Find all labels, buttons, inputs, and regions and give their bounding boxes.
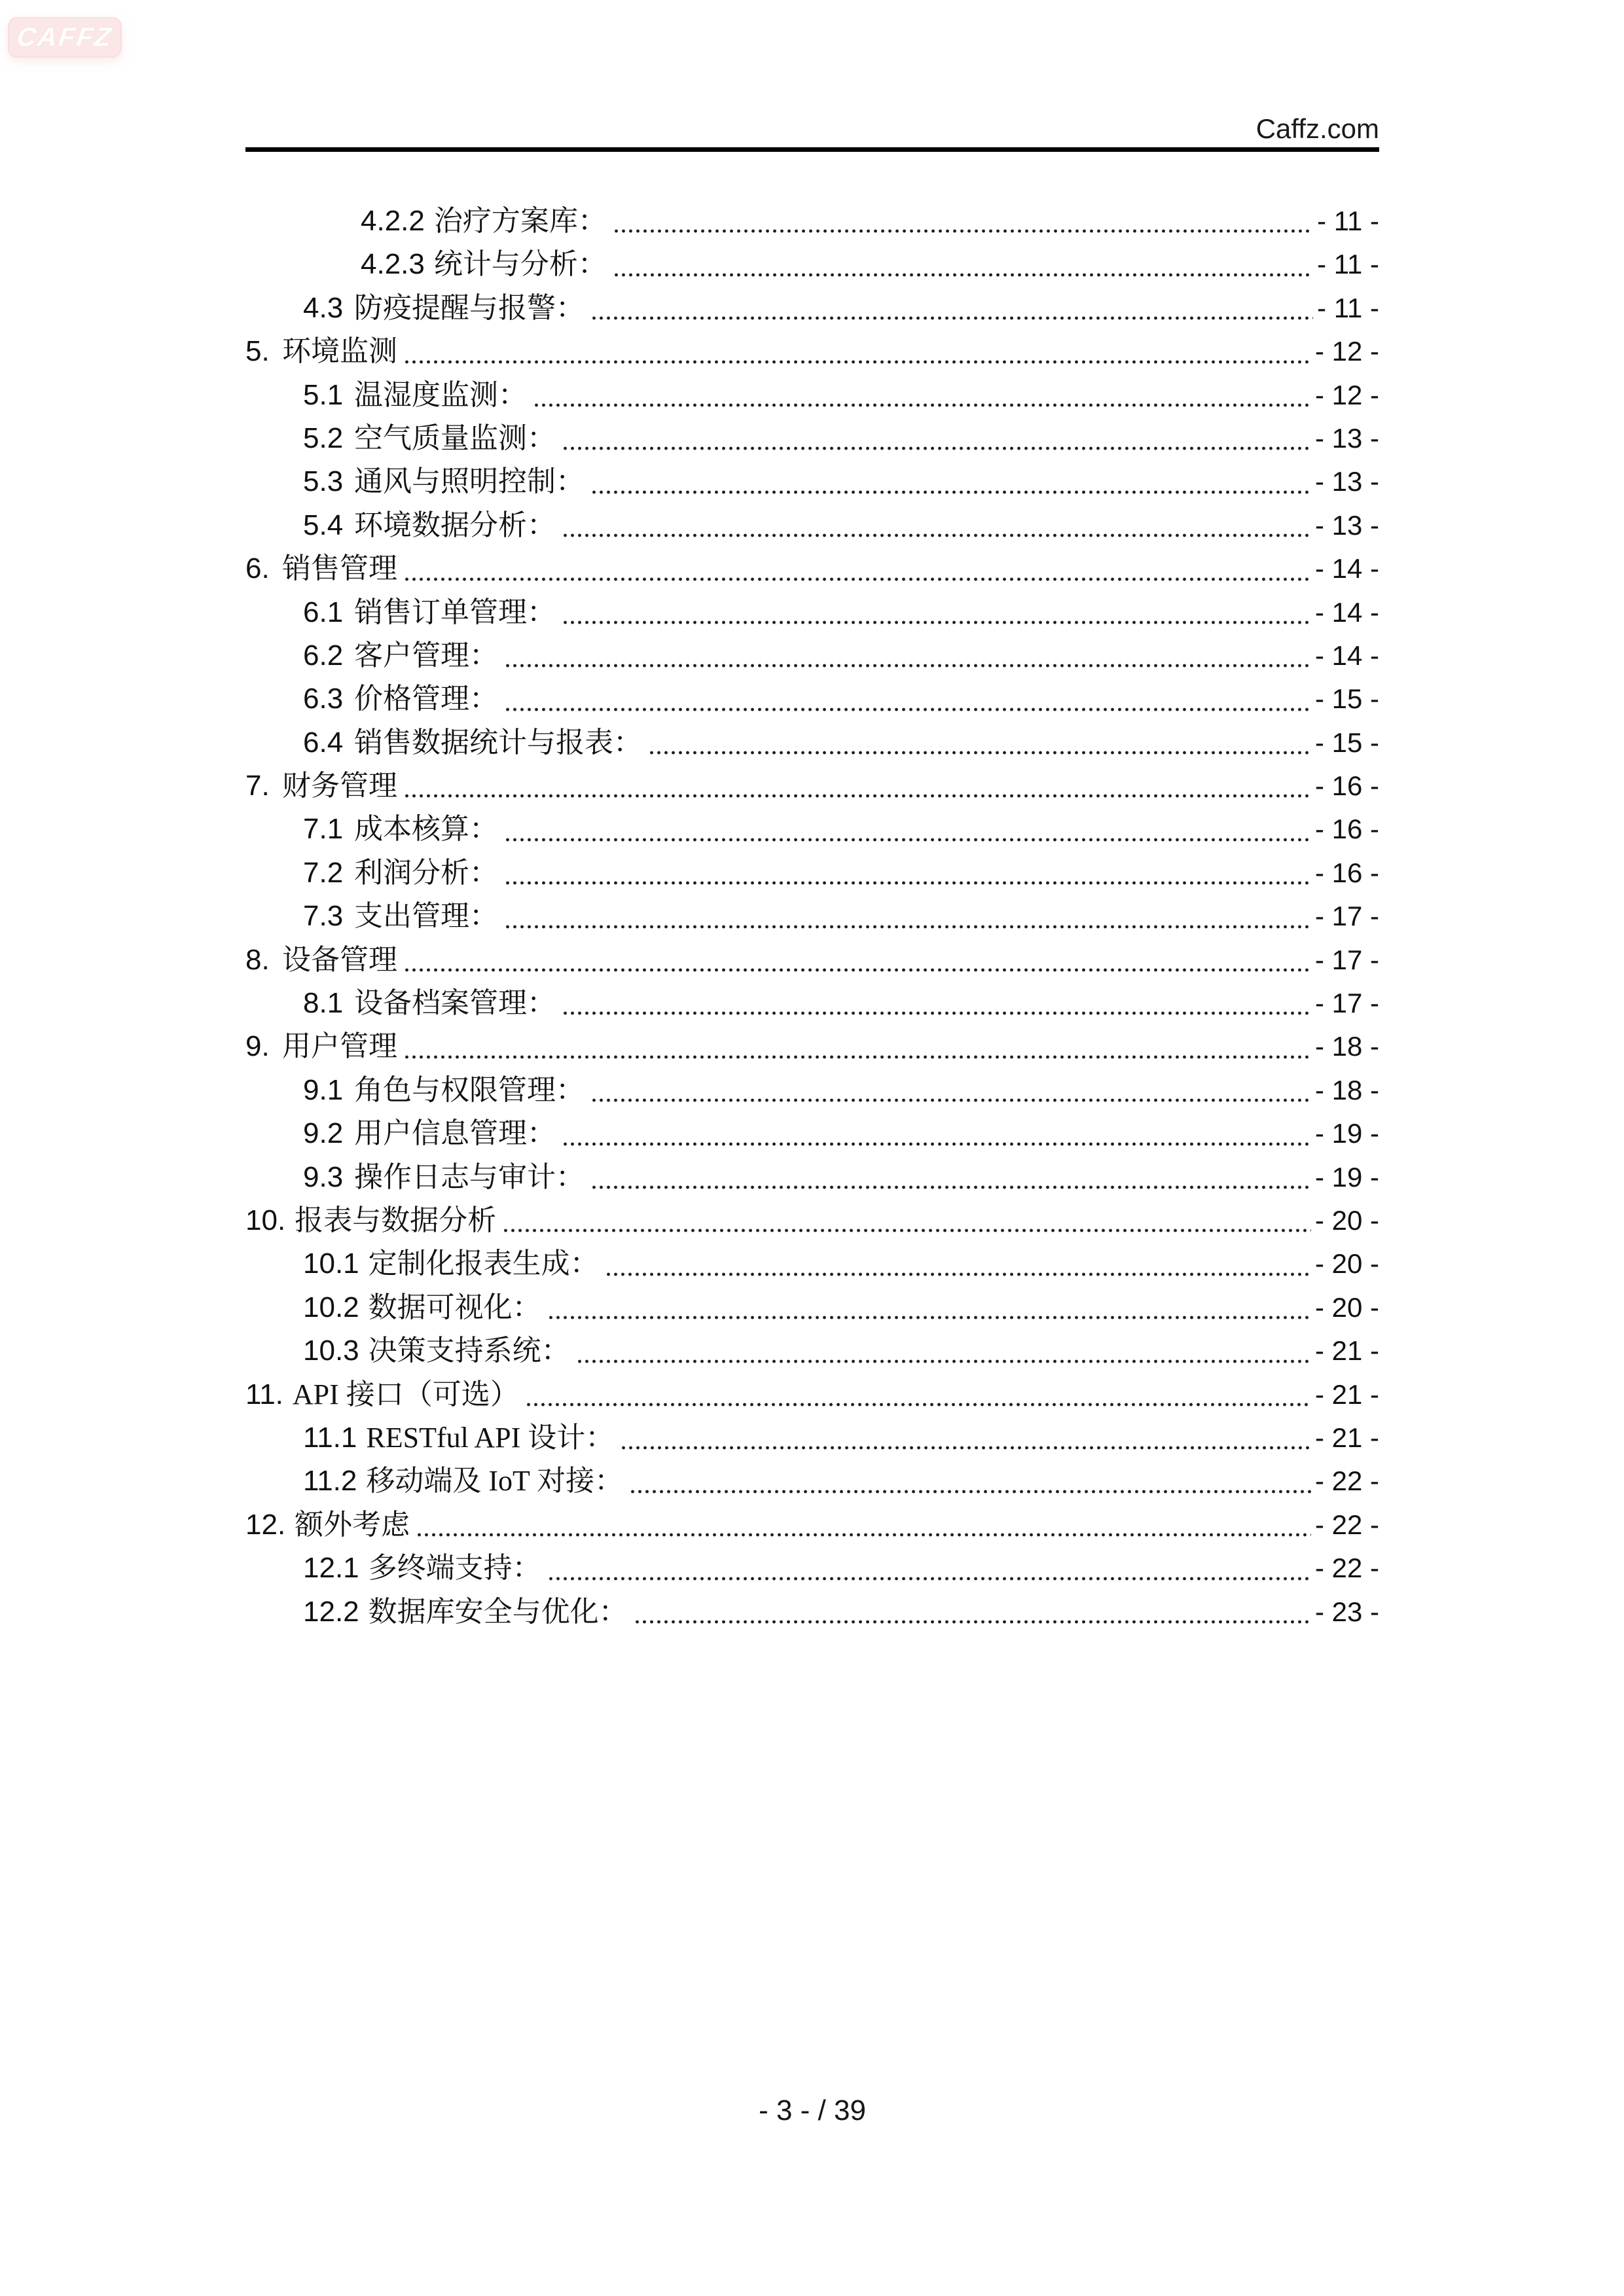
toc-leader-dots-icon (549, 1576, 1311, 1581)
toc-entry-title: 防疫提醒与报警： (354, 291, 585, 324)
toc-entry-number: 8.1 (303, 987, 344, 1020)
toc-entry-title: 客户管理： (354, 639, 498, 672)
toc-leader-dots-icon (564, 620, 1311, 625)
toc-entry-page: - 12 - (1314, 336, 1379, 367)
toc-entry[interactable] (245, 895, 1379, 938)
toc-entry-number: 7. (245, 770, 270, 802)
toc-leader-dots-icon (504, 1228, 1311, 1233)
toc-leader-dots-icon (506, 880, 1311, 886)
toc-entry[interactable] (245, 1286, 1379, 1329)
toc-entry-page: - 21 - (1314, 1378, 1379, 1410)
toc-entry-number: 12.1 (303, 1552, 359, 1585)
caffz-logo-badge (8, 17, 122, 58)
toc-entry-number: 7.2 (303, 856, 344, 889)
toc-leader-dots-icon (615, 228, 1313, 234)
toc-leader-dots-icon (527, 1402, 1311, 1407)
toc-entry[interactable] (245, 852, 1379, 895)
toc-entry-page: - 12 - (1314, 379, 1379, 410)
toc-entry-page: - 19 - (1314, 1161, 1379, 1193)
toc-entry[interactable] (245, 504, 1379, 547)
toc-leader-dots-icon (405, 577, 1311, 582)
toc-entry-title: 设备管理 (282, 943, 397, 976)
toc-entry-page: - 15 - (1314, 726, 1379, 758)
toc-entry-number: 11.1 (303, 1421, 357, 1454)
toc-entry[interactable] (245, 764, 1379, 808)
toc-entry[interactable] (245, 1199, 1379, 1242)
toc-entry-title: 多终端支持： (368, 1552, 541, 1585)
toc-entry-title: 设备档案管理： (354, 987, 556, 1020)
toc-leader-dots-icon (650, 750, 1311, 755)
toc-entry-title: 利润分析： (354, 856, 498, 889)
toc-leader-dots-icon (506, 663, 1311, 668)
toc-entry-page: - 22 - (1314, 1552, 1379, 1584)
toc-entry-number: 10. (245, 1204, 286, 1236)
toc-entry[interactable] (245, 982, 1379, 1025)
toc-leader-dots-icon (636, 1619, 1311, 1624)
toc-entry-number: 12. (245, 1508, 286, 1541)
toc-entry-number: 4.3 (303, 291, 344, 324)
toc-entry[interactable] (245, 547, 1379, 590)
toc-list (245, 200, 1379, 1634)
toc-entry[interactable] (245, 1156, 1379, 1199)
toc-entry-page: - 14 - (1314, 596, 1379, 628)
toc-leader-dots-icon (607, 1272, 1311, 1277)
toc-entry-number: 12.2 (303, 1595, 359, 1628)
toc-entry[interactable] (245, 1503, 1379, 1547)
toc-entry-page: - 14 - (1314, 553, 1379, 584)
toc-entry-title: 报表与数据分析 (295, 1204, 497, 1236)
toc-entry-page: - 21 - (1314, 1422, 1379, 1453)
toc-entry-number: 5.2 (303, 422, 344, 454)
toc-entry-number: 9.3 (303, 1160, 344, 1193)
toc-entry-number: 5.4 (303, 509, 344, 541)
toc-entry-page: - 17 - (1314, 901, 1379, 932)
toc-entry[interactable] (245, 1329, 1379, 1372)
toc-entry-page: - 13 - (1314, 509, 1379, 541)
toc-entry-title: 角色与权限管理： (354, 1073, 585, 1106)
toc-entry[interactable] (245, 1416, 1379, 1460)
toc-entry-page: - 13 - (1314, 422, 1379, 454)
toc-entry-number: 10.1 (303, 1247, 359, 1280)
toc-entry-page: - 20 - (1314, 1248, 1379, 1280)
toc-entry-number: 8. (245, 943, 270, 976)
toc-entry-page: - 18 - (1314, 1074, 1379, 1105)
toc-entry[interactable] (245, 634, 1379, 677)
toc-entry[interactable] (245, 374, 1379, 417)
toc-entry-page: - 16 - (1314, 814, 1379, 845)
toc-entry-title: 支出管理： (354, 900, 498, 933)
caffz-logo-text: CAFFZ (14, 22, 115, 52)
toc-leader-dots-icon (405, 359, 1311, 365)
toc-entry[interactable] (245, 1460, 1379, 1503)
toc-entry-number: 5.1 (303, 378, 344, 411)
toc-entry-title: RESTful API 设计： (366, 1421, 615, 1454)
toc-entry-page: - 14 - (1314, 639, 1379, 671)
toc-entry[interactable] (245, 1590, 1379, 1634)
toc-entry-title: 环境监测 (282, 335, 397, 368)
toc-entry-title: 移动端及 IoT 对接： (366, 1465, 624, 1498)
toc-entry[interactable] (245, 460, 1379, 503)
toc-entry[interactable] (245, 200, 1379, 243)
toc-entry-title: 温湿度监测： (354, 378, 527, 411)
toc-entry-page: - 22 - (1314, 1509, 1379, 1540)
toc-entry-number: 7.3 (303, 900, 344, 933)
toc-leader-dots-icon (506, 707, 1311, 712)
toc-leader-dots-icon (578, 1359, 1311, 1364)
toc-entry-title: 定制化报表生成： (368, 1247, 599, 1280)
toc-entry-number: 4.2.2 (361, 205, 425, 237)
toc-entry[interactable] (245, 721, 1379, 764)
toc-entry-title: 销售订单管理： (354, 596, 556, 628)
toc-entry-title: 统计与分析： (433, 248, 607, 281)
toc-entry[interactable] (245, 243, 1379, 286)
toc-entry[interactable] (245, 808, 1379, 851)
toc-leader-dots-icon (506, 837, 1311, 842)
toc-leader-dots-icon (405, 1054, 1311, 1060)
toc-entry-page: - 11 - (1317, 292, 1379, 323)
toc-entry[interactable] (245, 591, 1379, 634)
toc-entry-number: 7.1 (303, 813, 344, 846)
toc-leader-dots-icon (622, 1445, 1311, 1450)
toc-entry-title: 用户管理 (282, 1030, 397, 1063)
toc-entry[interactable] (245, 1025, 1379, 1068)
toc-entry-number: 6.4 (303, 726, 344, 759)
toc-entry-number: 6.1 (303, 596, 344, 628)
toc-entry[interactable] (245, 1242, 1379, 1285)
toc-leader-dots-icon (592, 1098, 1311, 1103)
footer-page-indicator: - 3 - / 39 (759, 2094, 866, 2126)
toc-leader-dots-icon (564, 1011, 1311, 1016)
toc-entry-title: 操作日志与审计： (354, 1160, 585, 1193)
toc-entry-number: 9.1 (303, 1073, 344, 1106)
toc-entry-page: - 11 - (1317, 249, 1379, 280)
toc-entry[interactable] (245, 1112, 1379, 1155)
toc-entry-title: 销售管理 (282, 552, 397, 585)
toc-leader-dots-icon (506, 924, 1311, 929)
toc-entry-title: 决策支持系统： (368, 1335, 570, 1367)
toc-entry[interactable] (245, 1069, 1379, 1112)
toc-entry-page: - 11 - (1317, 206, 1379, 236)
toc-entry-title: 空气质量监测： (354, 422, 556, 454)
toc-leader-dots-icon (564, 1141, 1311, 1147)
toc-entry-title: 治疗方案库： (433, 205, 607, 237)
toc-leader-dots-icon (631, 1489, 1311, 1494)
header-site-name: Caffz.com (1255, 113, 1379, 144)
toc-entry-title: 价格管理： (354, 683, 498, 715)
toc-entry-title: API 接口（可选） (292, 1378, 519, 1410)
toc-entry-number: 10.2 (303, 1291, 359, 1323)
toc-leader-dots-icon (405, 967, 1311, 973)
toc-entry[interactable] (245, 330, 1379, 373)
toc-leader-dots-icon (549, 1315, 1311, 1320)
toc-entry-title: 用户信息管理： (354, 1117, 556, 1150)
toc-entry-page: - 16 - (1314, 770, 1379, 802)
toc-entry-page: - 13 - (1314, 466, 1379, 497)
toc-entry-page: - 18 - (1314, 1031, 1379, 1062)
toc-entry-page: - 22 - (1314, 1465, 1379, 1497)
toc-entry-number: 10.3 (303, 1335, 359, 1367)
toc-entry-title: 数据库安全与优化： (368, 1595, 628, 1628)
toc-entry-number: 6.3 (303, 683, 344, 715)
toc-leader-dots-icon (418, 1532, 1311, 1537)
toc-leader-dots-icon (592, 490, 1311, 495)
toc-entry-number: 5. (245, 335, 270, 368)
toc-leader-dots-icon (564, 533, 1311, 538)
toc-entry-title: 额外考虑 (295, 1508, 410, 1541)
toc-entry-number: 6. (245, 552, 270, 585)
toc-entry-number: 6.2 (303, 639, 344, 672)
toc-entry[interactable] (245, 1547, 1379, 1590)
toc-leader-dots-icon (592, 315, 1313, 321)
toc-entry-number: 9. (245, 1030, 270, 1063)
toc-entry-page: - 17 - (1314, 988, 1379, 1019)
toc-entry[interactable] (245, 939, 1379, 982)
toc-entry-number: 5.3 (303, 465, 344, 498)
toc-entry[interactable] (245, 417, 1379, 460)
toc-entry[interactable] (245, 287, 1379, 330)
toc-leader-dots-icon (564, 446, 1311, 451)
toc-entry-title: 环境数据分析： (354, 509, 556, 541)
toc-entry-number: 11.2 (303, 1465, 357, 1498)
toc-entry-title: 财务管理 (282, 770, 397, 802)
toc-entry-page: - 16 - (1314, 857, 1379, 888)
toc-entry[interactable] (245, 677, 1379, 721)
toc-entry-title: 数据可视化： (368, 1291, 541, 1323)
toc-leader-dots-icon (592, 1185, 1311, 1190)
toc-entry-page: - 21 - (1314, 1335, 1379, 1367)
toc-leader-dots-icon (615, 272, 1313, 278)
toc-entry[interactable] (245, 1373, 1379, 1416)
header-divider-line (245, 147, 1379, 152)
toc-leader-dots-icon (535, 403, 1311, 408)
toc-entry-title: 成本核算： (354, 813, 498, 846)
toc-entry-page: - 15 - (1314, 683, 1379, 715)
toc-entry-number: 4.2.3 (361, 248, 425, 281)
toc-entry-page: - 20 - (1314, 1291, 1379, 1323)
toc-entry-title: 通风与照明控制： (354, 465, 585, 498)
toc-entry-page: - 23 - (1314, 1596, 1379, 1627)
toc-entry-number: 11. (245, 1378, 283, 1410)
toc-leader-dots-icon (405, 793, 1311, 798)
toc-entry-page: - 20 - (1314, 1204, 1379, 1236)
toc-entry-page: - 19 - (1314, 1118, 1379, 1149)
toc-entry-page: - 17 - (1314, 944, 1379, 975)
toc-entry-title: 销售数据统计与报表： (354, 726, 642, 759)
toc-entry-number: 9.2 (303, 1117, 344, 1150)
